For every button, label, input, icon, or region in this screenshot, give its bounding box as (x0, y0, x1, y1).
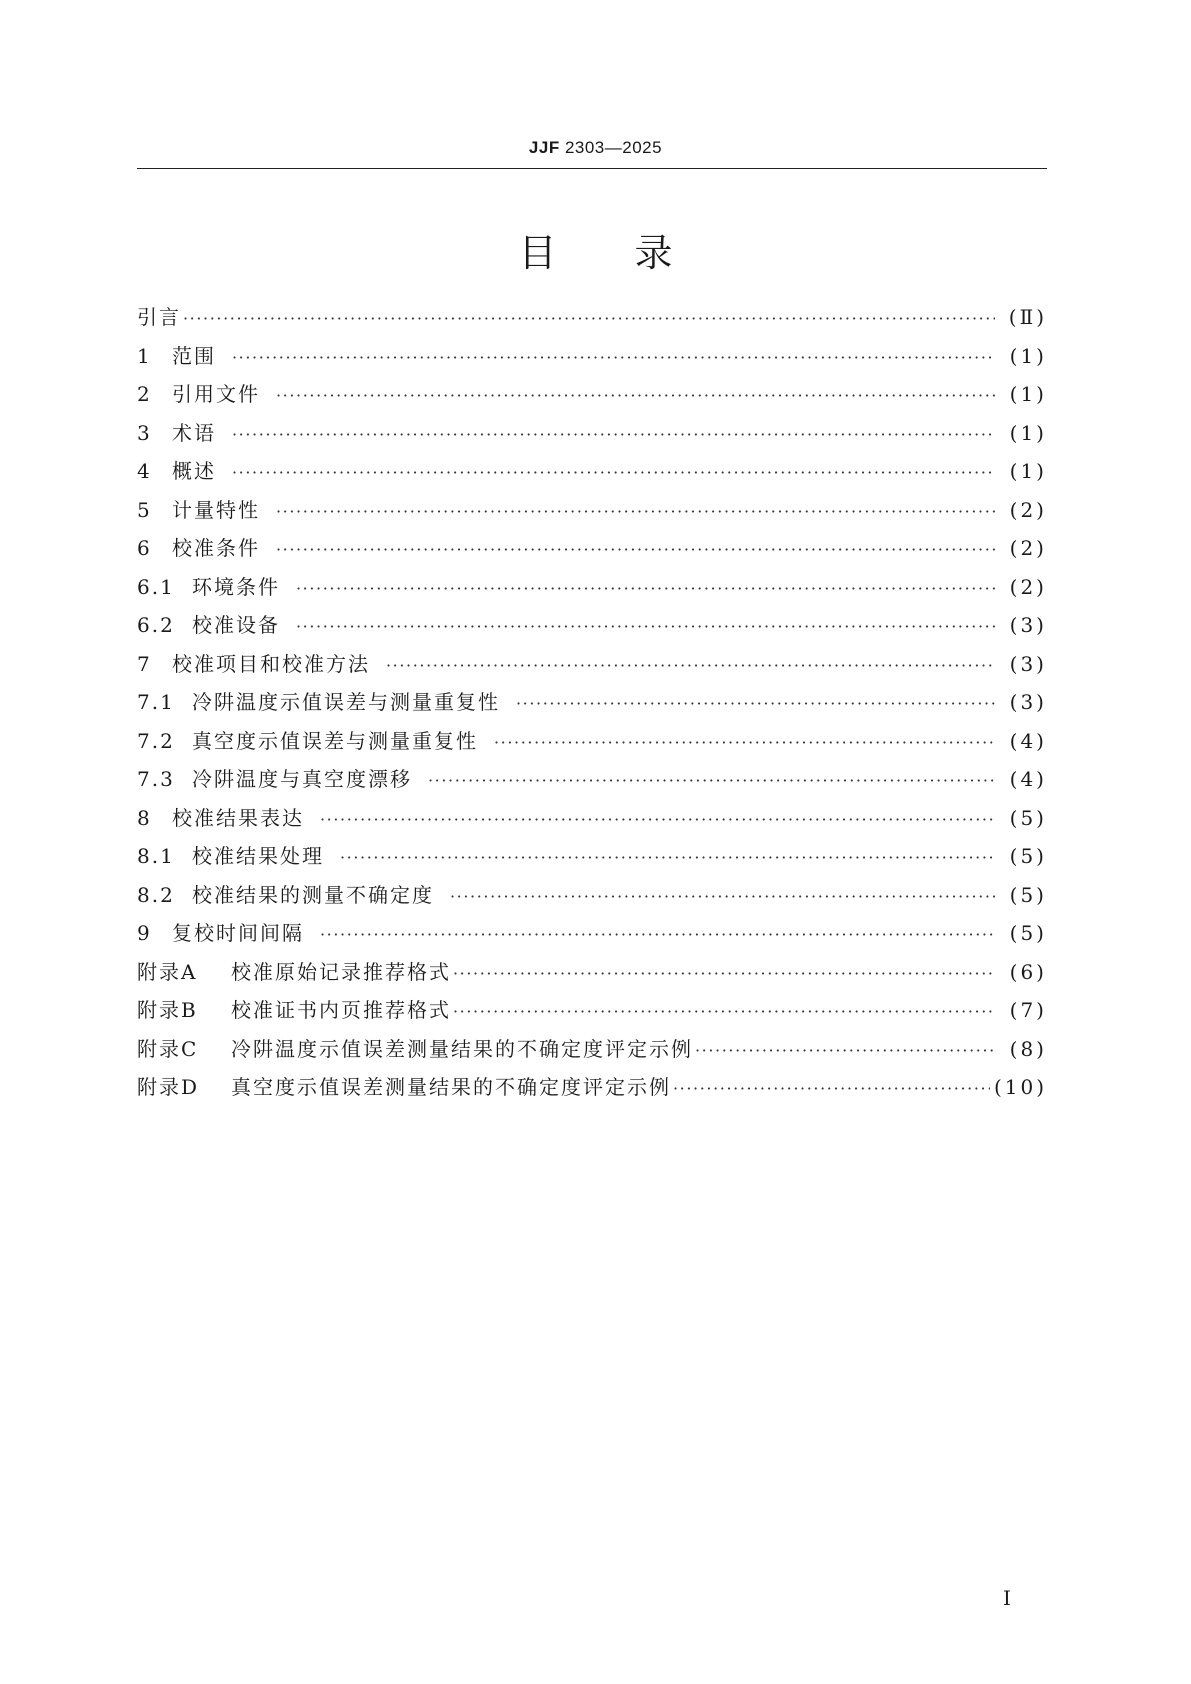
toc-entry[interactable] (137, 956, 1047, 995)
toc-entry[interactable] (137, 879, 1047, 918)
toc-entry[interactable] (137, 494, 1047, 533)
toc-entry-number: 附录A (137, 959, 198, 984)
toc-entry-label: 校准项目和校准方法 (172, 651, 370, 676)
toc-entry-label: 术语 (172, 420, 216, 445)
toc-entry-page: (Ⅱ) (1008, 305, 1047, 329)
toc-entry-page: (1) (1009, 459, 1047, 483)
toc-entry-label: 概述 (172, 459, 216, 483)
toc-leader-dots (274, 540, 995, 559)
toc-entry-label: 引言 (137, 305, 181, 329)
toc-entry-label: 校准证书内页推荐格式 (231, 998, 451, 1022)
toc-entry-page: (3) (1009, 651, 1047, 676)
toc-leader-dots (384, 656, 995, 675)
toc-leader-dots (514, 694, 995, 713)
toc-entry-page: (2) (1009, 497, 1047, 522)
toc-entry-number: 8.2 (137, 882, 175, 907)
toc-entry[interactable] (137, 609, 1047, 648)
toc-entry[interactable] (137, 840, 1047, 879)
toc-entry-page: (1) (1009, 382, 1047, 406)
standard-code-number: 2303—2025 (564, 138, 663, 157)
toc-entry-label: 范围 (172, 343, 216, 368)
toc-entry[interactable] (137, 417, 1047, 456)
toc-entry[interactable] (137, 994, 1047, 1033)
toc-entry-number: 4 (137, 459, 152, 483)
toc-leader-dots (671, 1079, 990, 1098)
toc-entry-page: (4) (1009, 728, 1047, 753)
toc-entry[interactable] (137, 1033, 1047, 1072)
toc-leader-dots (318, 925, 995, 944)
toc-leader-dots (693, 1041, 995, 1060)
toc-entry-number: 7.3 (137, 767, 175, 791)
toc-entry[interactable] (137, 532, 1047, 571)
toc-entry[interactable] (137, 571, 1047, 610)
toc-entry-label: 校准结果的测量不确定度 (192, 882, 434, 907)
toc-entry-label: 复校时间间隔 (172, 921, 304, 945)
toc-entry-page: (2) (1009, 536, 1047, 560)
page-number: I (1003, 1586, 1011, 1610)
toc-leader-dots (230, 348, 995, 367)
toc-entry-page: (2) (1009, 574, 1047, 599)
toc-leader-dots (338, 848, 995, 867)
toc-leader-dots (230, 463, 995, 482)
toc-leader-dots (181, 309, 995, 328)
toc-entry-label: 冷阱温度示值误差测量结果的不确定度评定示例 (231, 1036, 693, 1061)
toc-entry-number: 1 (137, 343, 152, 368)
toc-leader-dots (294, 617, 995, 636)
toc-entry-label: 计量特性 (172, 497, 260, 522)
toc-leader-dots (451, 1002, 995, 1021)
toc-leader-dots (451, 964, 995, 983)
toc-entry[interactable] (137, 725, 1047, 764)
table-of-contents (137, 301, 1047, 1110)
toc-entry[interactable] (137, 1071, 1047, 1110)
toc-entry-label: 校准结果处理 (192, 844, 324, 868)
toc-leader-dots (318, 810, 995, 829)
toc-leader-dots (492, 733, 995, 752)
toc-entry-page: (3) (1009, 613, 1047, 637)
toc-entry-number: 6.2 (137, 613, 175, 637)
toc-entry-page: (10) (993, 1075, 1047, 1099)
toc-entry-page: (5) (1009, 921, 1047, 945)
toc-entry-number: 8.1 (137, 844, 175, 868)
toc-entry[interactable] (137, 648, 1047, 687)
toc-entry[interactable] (137, 455, 1047, 494)
toc-leader-dots (274, 502, 995, 521)
toc-entry-number: 6.1 (137, 574, 175, 599)
toc-entry-number: 6 (137, 536, 152, 560)
toc-entry[interactable] (137, 378, 1047, 417)
toc-entry-label: 环境条件 (192, 574, 280, 599)
toc-leader-dots (294, 579, 995, 598)
toc-entry-label: 校准结果表达 (172, 805, 304, 830)
toc-entry[interactable] (137, 340, 1047, 379)
toc-entry-label: 冷阱温度与真空度漂移 (192, 767, 412, 791)
toc-entry-number: 附录D (137, 1075, 200, 1099)
running-header (0, 138, 1191, 158)
toc-entry[interactable] (137, 686, 1047, 725)
toc-entry-number: 7.2 (137, 728, 175, 753)
toc-leader-dots (426, 771, 995, 790)
toc-leader-dots (230, 425, 995, 444)
toc-entry[interactable] (137, 763, 1047, 802)
toc-entry-label: 校准条件 (172, 536, 260, 560)
toc-entry-page: (6) (1009, 959, 1047, 984)
toc-entry-page: (4) (1009, 767, 1047, 791)
toc-entry-label: 校准原始记录推荐格式 (231, 959, 451, 984)
toc-entry-page: (5) (1009, 882, 1047, 907)
toc-entry-number: 7.1 (137, 690, 175, 714)
toc-entry-label: 冷阱温度示值误差与测量重复性 (192, 690, 500, 714)
toc-entry[interactable] (137, 301, 1047, 340)
toc-entry-page: (8) (1009, 1036, 1047, 1061)
toc-entry-page: (7) (1009, 998, 1047, 1022)
toc-leader-dots (448, 887, 995, 906)
toc-leader-dots (274, 386, 995, 405)
standard-code-prefix: JJF (528, 138, 560, 157)
toc-entry-page: (1) (1009, 420, 1047, 445)
toc-entry-page: (1) (1009, 343, 1047, 368)
toc-entry-page: (5) (1009, 805, 1047, 830)
header-rule (137, 168, 1047, 169)
toc-entry-label: 真空度示值误差与测量重复性 (192, 728, 478, 753)
toc-entry-label: 真空度示值误差测量结果的不确定度评定示例 (231, 1075, 671, 1099)
toc-entry-label: 引用文件 (172, 382, 260, 406)
toc-entry-number: 2 (137, 382, 152, 406)
toc-entry[interactable] (137, 917, 1047, 956)
toc-entry-label: 校准设备 (192, 613, 280, 637)
toc-entry-number: 8 (137, 805, 152, 830)
toc-entry-number: 5 (137, 497, 152, 522)
toc-entry-page: (5) (1009, 844, 1047, 868)
toc-entry-number: 3 (137, 420, 152, 445)
toc-entry-number: 7 (137, 651, 152, 676)
toc-entry-number: 附录C (137, 1036, 199, 1061)
toc-entry[interactable] (137, 802, 1047, 841)
toc-entry-number: 附录B (137, 998, 198, 1022)
page-title: 目录 (518, 231, 751, 275)
toc-entry-number: 9 (137, 921, 152, 945)
toc-entry-page: (3) (1009, 690, 1047, 714)
